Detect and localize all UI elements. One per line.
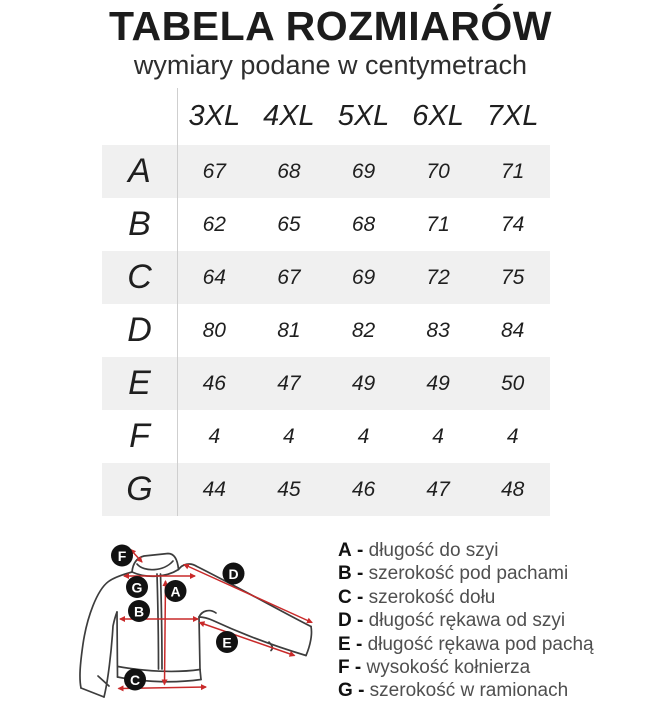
row-label: G: [126, 470, 153, 508]
legend-letter: B: [338, 563, 352, 585]
legend-item-c: [338, 586, 658, 609]
legend-separator: -: [357, 610, 364, 632]
size-cell: 65: [277, 212, 301, 236]
legend-separator: -: [357, 563, 364, 585]
size-cell: 48: [501, 477, 525, 501]
badge-b: [128, 600, 150, 622]
size-cell: 45: [277, 477, 301, 501]
badge-a: [165, 580, 187, 602]
size-cell: 68: [351, 212, 376, 236]
size-cell: 4: [357, 424, 370, 448]
size-cell: 71: [501, 159, 525, 183]
badge-f: [111, 545, 133, 567]
badge-d: [223, 563, 245, 585]
badge-letter: C: [129, 672, 141, 688]
size-cell: 4: [506, 424, 519, 448]
legend-description: długość do szyi: [368, 540, 499, 561]
jacket-measurement-diagram: [60, 529, 340, 703]
size-cell: 50: [501, 371, 525, 395]
legend-separator: -: [354, 657, 362, 679]
badge-letter: E: [222, 634, 232, 651]
badge-letter: D: [228, 566, 239, 582]
table-row-f: [102, 410, 550, 463]
row-label: F: [129, 417, 150, 455]
table-row-e: [102, 357, 550, 410]
legend-item-a: [338, 539, 658, 562]
row-label: E: [128, 364, 151, 402]
badge-g: [126, 576, 148, 598]
legend-description: szerokość w ramionach: [369, 680, 569, 702]
badge-e: [216, 631, 238, 653]
column-header-6xl: 6XL: [412, 100, 464, 132]
size-cell: 46: [202, 371, 226, 395]
legend-letter: D: [338, 610, 352, 632]
row-label: C: [127, 258, 152, 296]
size-cell: 75: [501, 265, 525, 289]
measure-line-d: [184, 565, 312, 623]
legend-letter: G: [338, 680, 353, 702]
size-cell: 47: [277, 371, 301, 395]
legend-separator: -: [358, 680, 365, 702]
legend-description: wysokość kołnierza: [366, 657, 531, 679]
legend-letter: E: [338, 633, 351, 655]
jacket-outline: [80, 554, 312, 698]
row-label: B: [128, 205, 151, 243]
table-row-b: [102, 198, 550, 251]
size-cell: 72: [426, 265, 450, 289]
column-header-4xl: 4XL: [263, 100, 315, 132]
size-cell: 49: [351, 371, 376, 395]
badge-letter: A: [170, 583, 181, 600]
legend-item-d: [338, 609, 658, 632]
measure-line-e: [200, 623, 295, 656]
legend-letter: C: [338, 586, 352, 608]
size-cell: 69: [351, 159, 376, 183]
legend-description: długość rękawa od szyi: [368, 610, 566, 632]
legend-separator: -: [357, 586, 364, 608]
column-header-5xl: 5XL: [337, 100, 390, 132]
size-cell: 67: [202, 159, 226, 183]
size-cell: 4: [432, 424, 444, 448]
badge-letter: B: [133, 603, 145, 620]
size-table: [102, 88, 550, 516]
table-row-c: [102, 251, 550, 304]
legend-letter: A: [338, 540, 352, 561]
size-cell: 62: [202, 212, 226, 236]
size-cell: 69: [351, 265, 376, 289]
table-row-a: [102, 145, 550, 198]
legend-separator: -: [355, 633, 363, 655]
page-subtitle: wymiary podane w centymetrach: [133, 50, 528, 81]
size-cell: 47: [426, 477, 450, 501]
legend-item-f: [338, 656, 658, 679]
badge-letter: G: [131, 579, 143, 596]
size-cell: 64: [202, 265, 226, 289]
legend-item-e: [338, 633, 658, 656]
column-header-3xl: 3XL: [188, 100, 241, 132]
legend-item-g: [338, 679, 658, 702]
legend-description: szerokość dołu: [368, 586, 496, 608]
size-cell: 68: [277, 159, 301, 183]
size-cell: 49: [426, 371, 450, 395]
measure-line-a: [165, 581, 166, 685]
measurement-lines: [119, 550, 313, 689]
size-cell: 81: [277, 318, 301, 342]
legend-description: długość rękawa pod pachą: [367, 633, 594, 655]
row-label: D: [127, 311, 152, 349]
header: [0, 4, 661, 81]
size-cell: 4: [208, 424, 221, 448]
column-header-7xl: 7XL: [486, 100, 539, 132]
size-cell: 82: [351, 318, 376, 342]
size-cell: 46: [351, 477, 376, 501]
legend-letter: F: [338, 657, 350, 679]
legend-separator: -: [357, 540, 364, 561]
size-cell: 84: [501, 318, 525, 342]
page-title: TABELA ROZMIARÓW: [109, 3, 552, 49]
legend-description: szerokość pod pachami: [368, 563, 569, 585]
size-cell: 67: [277, 265, 301, 289]
measurement-legend: [338, 539, 658, 703]
size-cell: 4: [283, 424, 295, 448]
size-cell: 74: [501, 212, 525, 236]
legend-item-b: [338, 562, 658, 585]
size-cell: 70: [426, 159, 450, 183]
size-cell: 71: [426, 212, 450, 236]
table-divider-line: [177, 88, 178, 516]
table-header-row: [102, 88, 550, 145]
badge-letter: F: [117, 548, 127, 564]
row-label: A: [128, 152, 151, 190]
size-cell: 80: [202, 318, 226, 342]
badge-c: [124, 669, 146, 691]
size-cell: 44: [202, 477, 226, 501]
table-row-g: [102, 463, 550, 516]
table-row-d: [102, 304, 550, 357]
size-cell: 83: [426, 318, 450, 342]
